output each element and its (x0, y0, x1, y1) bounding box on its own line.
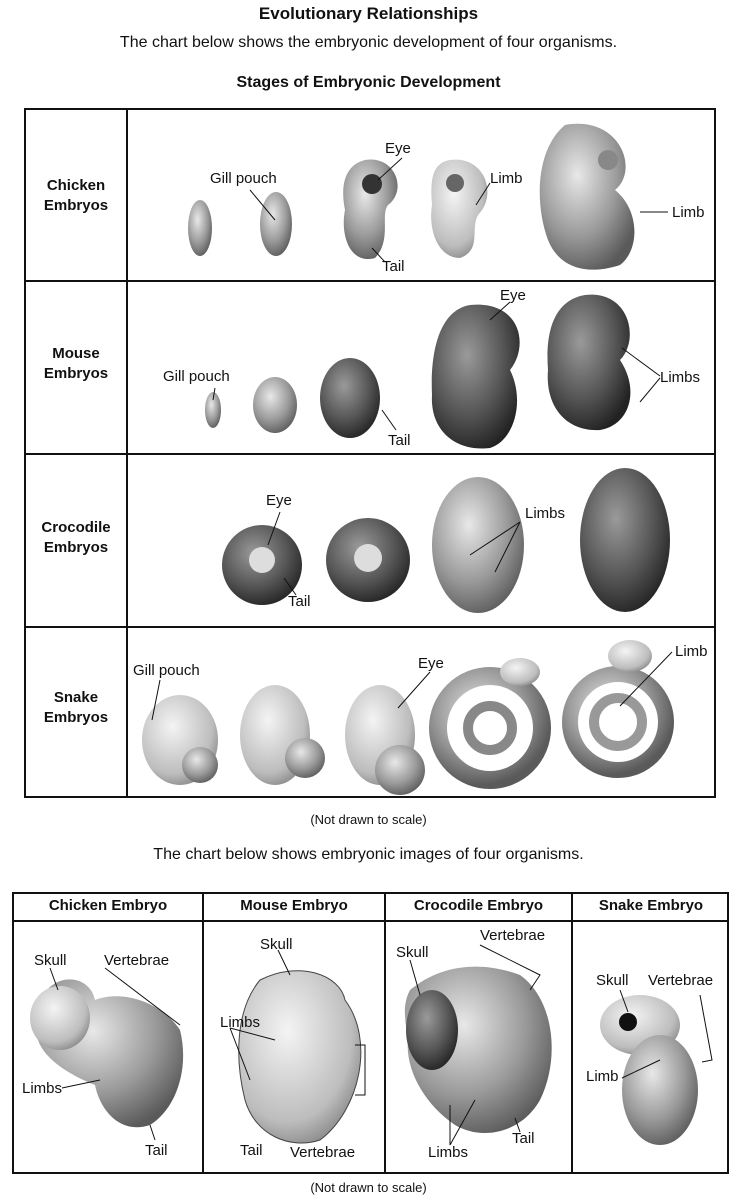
label-snake-gill-pouch: Gill pouch (133, 662, 200, 679)
table-divider (384, 894, 386, 1172)
chicken-embryo-stage-5 (540, 124, 635, 270)
label-snake-eye: Eye (418, 655, 444, 672)
row-label-mouse: Mouse Embryos (43, 345, 109, 382)
table-divider (202, 894, 204, 1172)
chicken-eye (362, 174, 382, 194)
chicken-embryo-stage-2 (260, 192, 292, 256)
label-snake-limb: Limb (675, 643, 708, 660)
mouse-embryo-stage-3 (320, 358, 380, 438)
label-crocodile-eye: Eye (266, 492, 292, 509)
label-crocodile-skull: Skull (396, 944, 429, 961)
label-chicken-limb: Limb (490, 170, 523, 187)
mouse-embryos (205, 295, 630, 449)
label-chicken-limbs: Limbs (22, 1080, 63, 1097)
row-label-snake: Snake Embryos (43, 689, 109, 726)
chicken-embryo-stage-1 (188, 200, 212, 256)
crocodile-embryos (222, 468, 670, 613)
column-header-chicken: Chicken Embryo (48, 897, 168, 914)
label-snake-limb: Limb (586, 1068, 619, 1085)
column-header-mouse: Mouse Embryo (240, 897, 348, 914)
label-mouse-tail: Tail (388, 432, 411, 449)
mouse-embryo-stage-2 (253, 377, 297, 433)
column-header-snake: Snake Embryo (598, 897, 704, 914)
embryo-skeleton-table (12, 892, 729, 1174)
chicken-embryos (188, 124, 634, 270)
label-chicken-eye: Eye (385, 140, 411, 157)
not-to-scale-note-2: (Not drawn to scale) (310, 1180, 427, 1195)
label-chicken-limb-2: Limb (672, 204, 705, 221)
row-label-chicken: Chicken Embryos (43, 177, 109, 214)
mouse-embryo-stage-5 (547, 295, 630, 430)
label-snake-skull: Skull (596, 972, 629, 989)
label-mouse-limbs: Limbs (660, 369, 701, 386)
snake-embryos (142, 640, 666, 795)
label-crocodile-tail: Tail (512, 1130, 535, 1147)
mouse-embryo-stage-4 (432, 305, 520, 449)
label-chicken-tail: Tail (145, 1142, 168, 1159)
page-subtitle: The chart below shows the embryonic development of four organisms. (119, 34, 618, 51)
chicken-embryo-stage-4 (431, 160, 487, 258)
label-chicken-tail: Tail (382, 258, 405, 275)
snake-embryo-stage-5 (570, 674, 666, 770)
label-mouse-gill-pouch: Gill pouch (163, 368, 230, 385)
crocodile-embryo-stage-4 (580, 468, 670, 612)
label-mouse-tail: Tail (240, 1142, 263, 1159)
label-crocodile-limbs: Limbs (525, 505, 566, 522)
label-mouse-skull: Skull (260, 936, 293, 953)
crocodile-embryo-stage-3 (432, 477, 524, 613)
not-to-scale-note: (Not drawn to scale) (310, 812, 427, 827)
label-chicken-gill-pouch: Gill pouch (210, 170, 277, 187)
label-mouse-vertebrae: Vertebrae (290, 1144, 356, 1161)
label-chicken-vertebrae: Vertebrae (104, 952, 170, 969)
label-mouse-limbs: Limbs (220, 1014, 261, 1031)
label-crocodile-vertebrae: Vertebrae (480, 927, 546, 944)
chart2-intro: The chart below shows embryonic images of four organisms. (153, 846, 584, 863)
label-crocodile-limbs: Limbs (428, 1144, 469, 1161)
column-header-crocodile: Crocodile Embryo (413, 897, 544, 914)
chart1-title: Stages of Embryonic Development (236, 74, 501, 91)
label-mouse-eye: Eye (500, 287, 526, 304)
page-title: Evolutionary Relationships (258, 4, 479, 23)
row-label-crocodile: Crocodile Embryos (41, 519, 111, 556)
table-divider (571, 894, 573, 1172)
label-crocodile-tail: Tail (288, 593, 311, 610)
label-snake-vertebrae: Vertebrae (648, 972, 714, 989)
snake-embryo-stage-4 (438, 676, 542, 780)
label-chicken-skull: Skull (34, 952, 67, 969)
